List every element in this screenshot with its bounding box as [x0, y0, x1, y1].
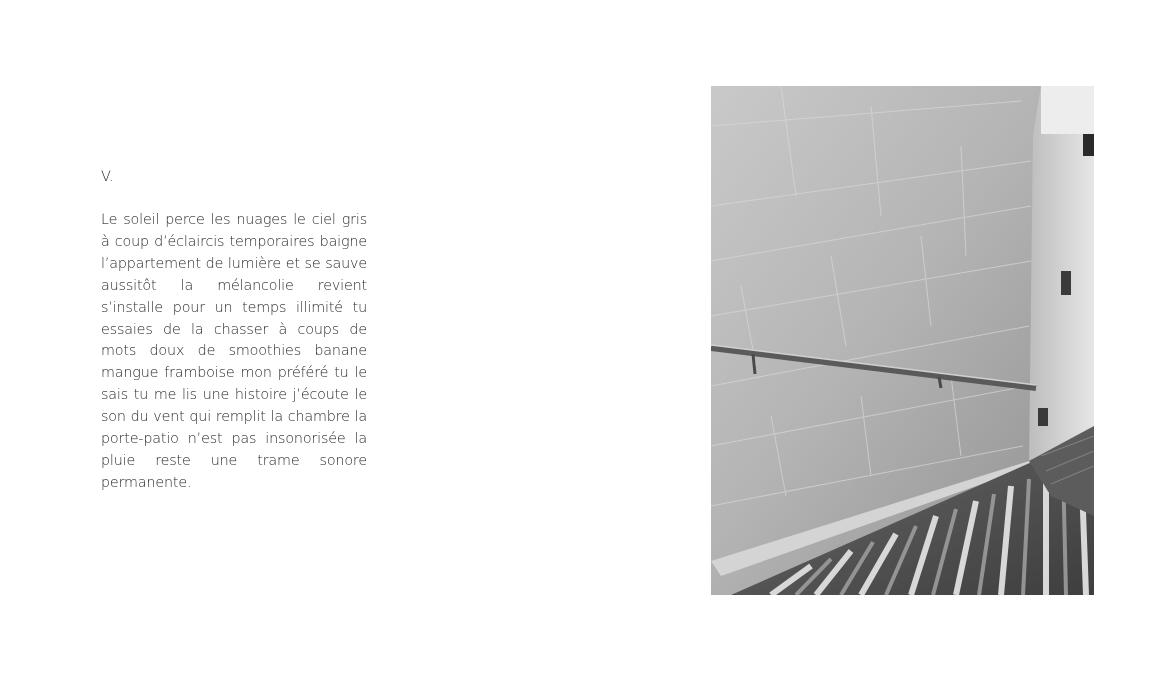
section-heading: V.: [101, 169, 114, 185]
staircase-photo: [711, 86, 1094, 595]
poem-paragraph: Le soleil perce les nuages le ciel gris à coup d’éclaircis temporaires baigne l’appartement de lumière et se sauve aussitôt la mélancolie revient s’installe pour un temps illimité tu essaies de la chasser à coups de mots doux de smoothies banane mangue framboise mon préféré tu le sais tu me lis une histoire j’écoute le son du vent qui remplit la chambre la porte-patio n’est pas insonorisée la pluie reste une trame sonore permanente.: [101, 212, 367, 491]
text-column: [101, 166, 367, 495]
staircase-illustration: [711, 86, 1094, 595]
